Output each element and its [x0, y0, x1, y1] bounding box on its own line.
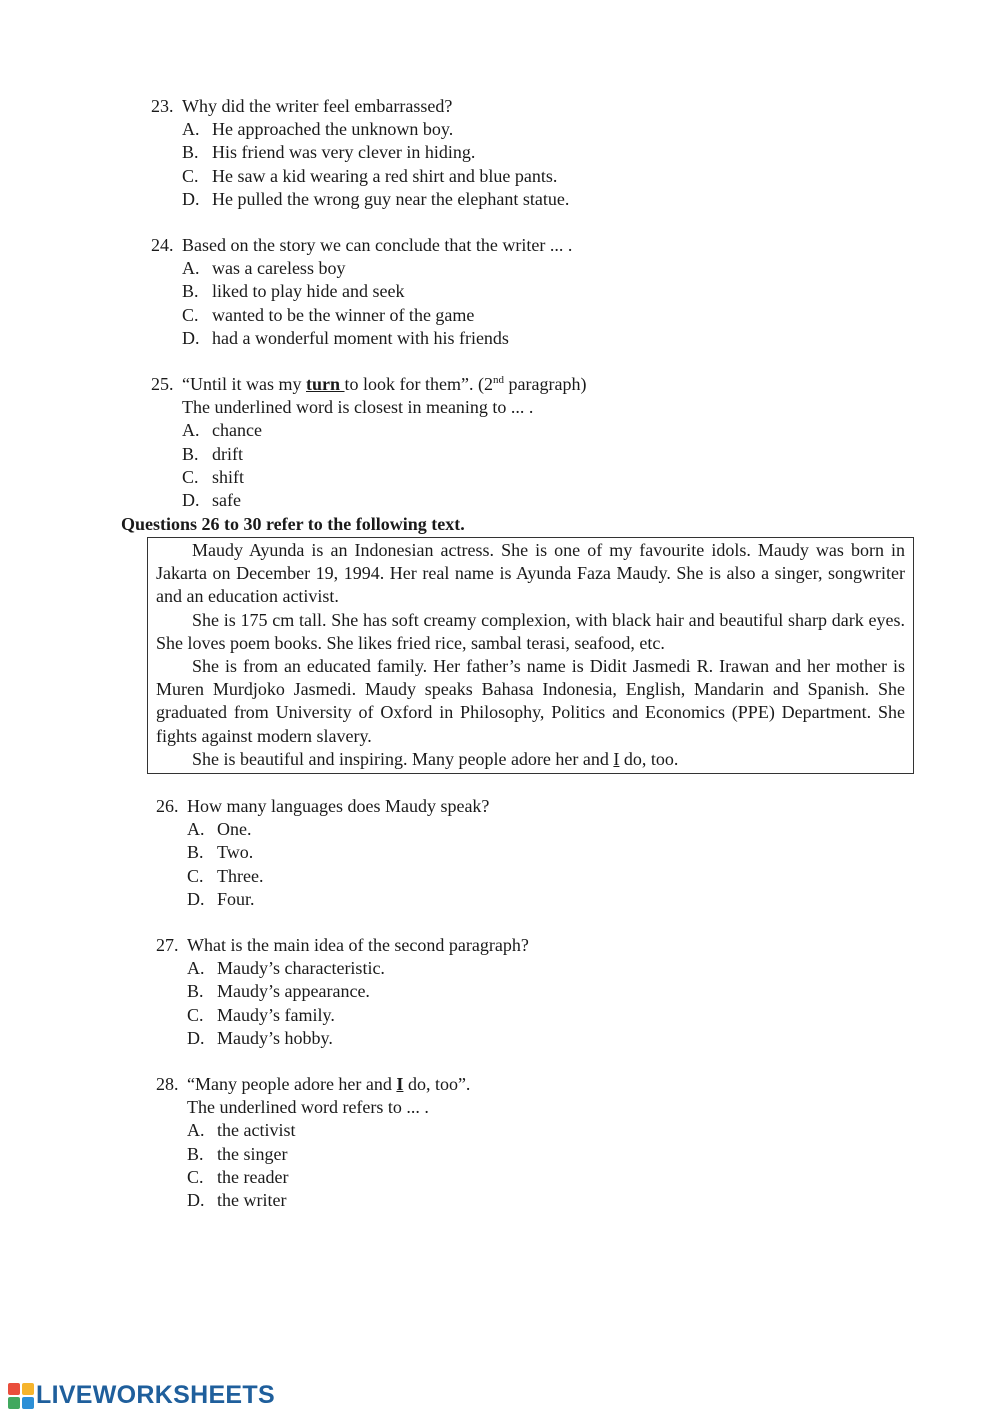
- option-letter: C.: [182, 165, 199, 186]
- option-b[interactable]: [151, 141, 911, 164]
- option-letter: D.: [182, 490, 200, 511]
- question-number: 24.: [151, 235, 174, 255]
- option-text: Maudy’s characteristic.: [217, 958, 385, 979]
- stem-text: to look for them”. (2: [344, 374, 493, 394]
- option-a[interactable]: [156, 818, 916, 841]
- option-letter: C.: [187, 1166, 204, 1187]
- option-letter: B.: [182, 142, 199, 163]
- option-letter: D.: [187, 1190, 205, 1211]
- question-27: [156, 934, 916, 1050]
- passage-text: do, too.: [619, 748, 679, 769]
- option-b[interactable]: [156, 1143, 916, 1166]
- option-text: He pulled the wrong guy near the elephant statue.: [212, 188, 570, 209]
- option-a[interactable]: [151, 118, 911, 141]
- option-a[interactable]: [156, 1119, 916, 1142]
- question-stem: Why did the writer feel embarrassed?: [182, 96, 453, 116]
- logo-text: LIVEWORKSHEETS: [36, 1381, 275, 1410]
- option-text: Two.: [217, 842, 254, 863]
- question-number: 27.: [156, 935, 179, 955]
- reading-passage: [147, 537, 914, 774]
- option-b[interactable]: [151, 280, 911, 303]
- passage-paragraph-3: She is from an educated family. Her father’s name is Didit Jasmedi R. Irawan and her mother is Muren Murdjoko Jasmedi. Maudy speaks Bahasa Indonesia, English, Mandarin and Spanish. She graduated from University of Oxford in Philosophy, Politics and Economics (PPE) Department. She fights against modern slavery.: [156, 656, 905, 746]
- option-text: safe: [212, 490, 241, 511]
- option-c[interactable]: [151, 165, 911, 188]
- passage-paragraph-1: Maudy Ayunda is an Indonesian actress. She is one of my favourite idols. Maudy was born in Jakarta on December 19, 1994. Her real name is Ayunda Faza Maudy. She is also a singer, songwriter and an education activist.: [156, 540, 905, 607]
- option-d[interactable]: [156, 1189, 916, 1212]
- question-number: 25.: [151, 374, 174, 394]
- option-letter: A.: [182, 258, 200, 279]
- option-d[interactable]: [151, 489, 911, 512]
- option-letter: A.: [182, 119, 200, 140]
- option-letter: D.: [187, 888, 205, 909]
- stem-text: “Many people adore her and: [187, 1074, 397, 1094]
- option-text: the reader: [217, 1166, 289, 1187]
- option-text: He saw a kid wearing a red shirt and blue pants.: [212, 165, 558, 186]
- option-b[interactable]: [156, 980, 916, 1003]
- option-text: One.: [217, 819, 252, 840]
- question-28: [156, 1073, 916, 1212]
- option-letter: D.: [182, 188, 200, 209]
- underlined-word: I: [613, 748, 620, 769]
- option-text: Four.: [217, 888, 255, 909]
- option-b[interactable]: [156, 841, 916, 864]
- option-text: had a wonderful moment with his friends: [212, 327, 509, 348]
- option-text: liked to play hide and seek: [212, 281, 405, 302]
- option-letter: A.: [187, 1120, 205, 1141]
- stem-text: do, too”.: [403, 1074, 471, 1094]
- option-d[interactable]: [156, 1027, 916, 1050]
- option-letter: D.: [187, 1027, 205, 1048]
- superscript: nd: [492, 374, 504, 386]
- option-text: Maudy’s family.: [217, 1004, 335, 1025]
- option-letter: B.: [187, 842, 204, 863]
- option-text: chance: [212, 420, 262, 441]
- option-c[interactable]: [151, 304, 911, 327]
- option-letter: C.: [187, 1004, 204, 1025]
- option-letter: D.: [182, 327, 200, 348]
- option-text: Maudy’s hobby.: [217, 1027, 333, 1048]
- option-letter: B.: [187, 981, 204, 1002]
- option-a[interactable]: [156, 957, 916, 980]
- passage-paragraph-4: [156, 748, 905, 771]
- question-23: [151, 95, 911, 211]
- option-text: the writer: [217, 1190, 287, 1211]
- option-letter: A.: [187, 958, 205, 979]
- option-text: wanted to be the winner of the game: [212, 304, 475, 325]
- option-letter: C.: [187, 865, 204, 886]
- option-letter: B.: [182, 281, 199, 302]
- option-text: the singer: [217, 1143, 288, 1164]
- option-text: drift: [212, 443, 243, 464]
- question-stem: How many languages does Maudy speak?: [187, 796, 490, 816]
- question-number: 26.: [156, 796, 179, 816]
- question-subline: The underlined word refers to ... .: [187, 1097, 429, 1118]
- option-text: Maudy’s appearance.: [217, 981, 370, 1002]
- question-26: [156, 795, 916, 911]
- option-b[interactable]: [151, 443, 911, 466]
- passage-paragraph-2: She is 175 cm tall. She has soft creamy complexion, with black hair and beautiful sharp dark eyes. She loves poem books. She likes fried rice, sambal terasi, seafood, etc.: [156, 609, 905, 653]
- option-letter: A.: [187, 819, 205, 840]
- option-text: Three.: [217, 865, 264, 886]
- option-letter: C.: [182, 466, 199, 487]
- question-25: [151, 373, 911, 512]
- underlined-word: turn: [306, 374, 345, 394]
- option-letter: B.: [187, 1143, 204, 1164]
- option-c[interactable]: [151, 466, 911, 489]
- option-d[interactable]: [156, 888, 916, 911]
- question-stem: What is the main idea of the second paragraph?: [187, 935, 529, 955]
- question-stem: [182, 373, 586, 396]
- question-stem: Based on the story we can conclude that the writer ... .: [182, 235, 573, 255]
- passage-text: She is beautiful and inspiring. Many people adore her and: [192, 748, 614, 769]
- liveworksheets-logo[interactable]: [8, 1382, 275, 1410]
- section-title: Questions 26 to 30 refer to the following text.: [121, 514, 465, 534]
- option-d[interactable]: [151, 327, 911, 350]
- option-text: He approached the unknown boy.: [212, 119, 454, 140]
- question-number: 23.: [151, 96, 174, 116]
- question-subline: The underlined word is closest in meaning to ... .: [182, 397, 534, 418]
- option-letter: A.: [182, 420, 200, 441]
- option-text: the activist: [217, 1120, 296, 1141]
- option-letter: B.: [182, 443, 199, 464]
- stem-text: “Until it was my: [182, 374, 306, 394]
- option-c[interactable]: [156, 1166, 916, 1189]
- question-stem: [187, 1073, 470, 1096]
- option-text: was a careless boy: [212, 258, 346, 279]
- stem-text: paragraph): [503, 374, 587, 394]
- underlined-word: I: [396, 1074, 404, 1094]
- liveworksheets-logo-icon: [8, 1383, 34, 1409]
- question-number: 28.: [156, 1074, 179, 1094]
- question-24: [151, 234, 911, 350]
- option-a[interactable]: [151, 419, 911, 442]
- option-d[interactable]: [151, 188, 911, 211]
- option-a[interactable]: [151, 257, 911, 280]
- option-c[interactable]: [156, 1004, 916, 1027]
- option-text: His friend was very clever in hiding.: [212, 142, 476, 163]
- option-letter: C.: [182, 304, 199, 325]
- option-text: shift: [212, 466, 245, 487]
- option-c[interactable]: [156, 865, 916, 888]
